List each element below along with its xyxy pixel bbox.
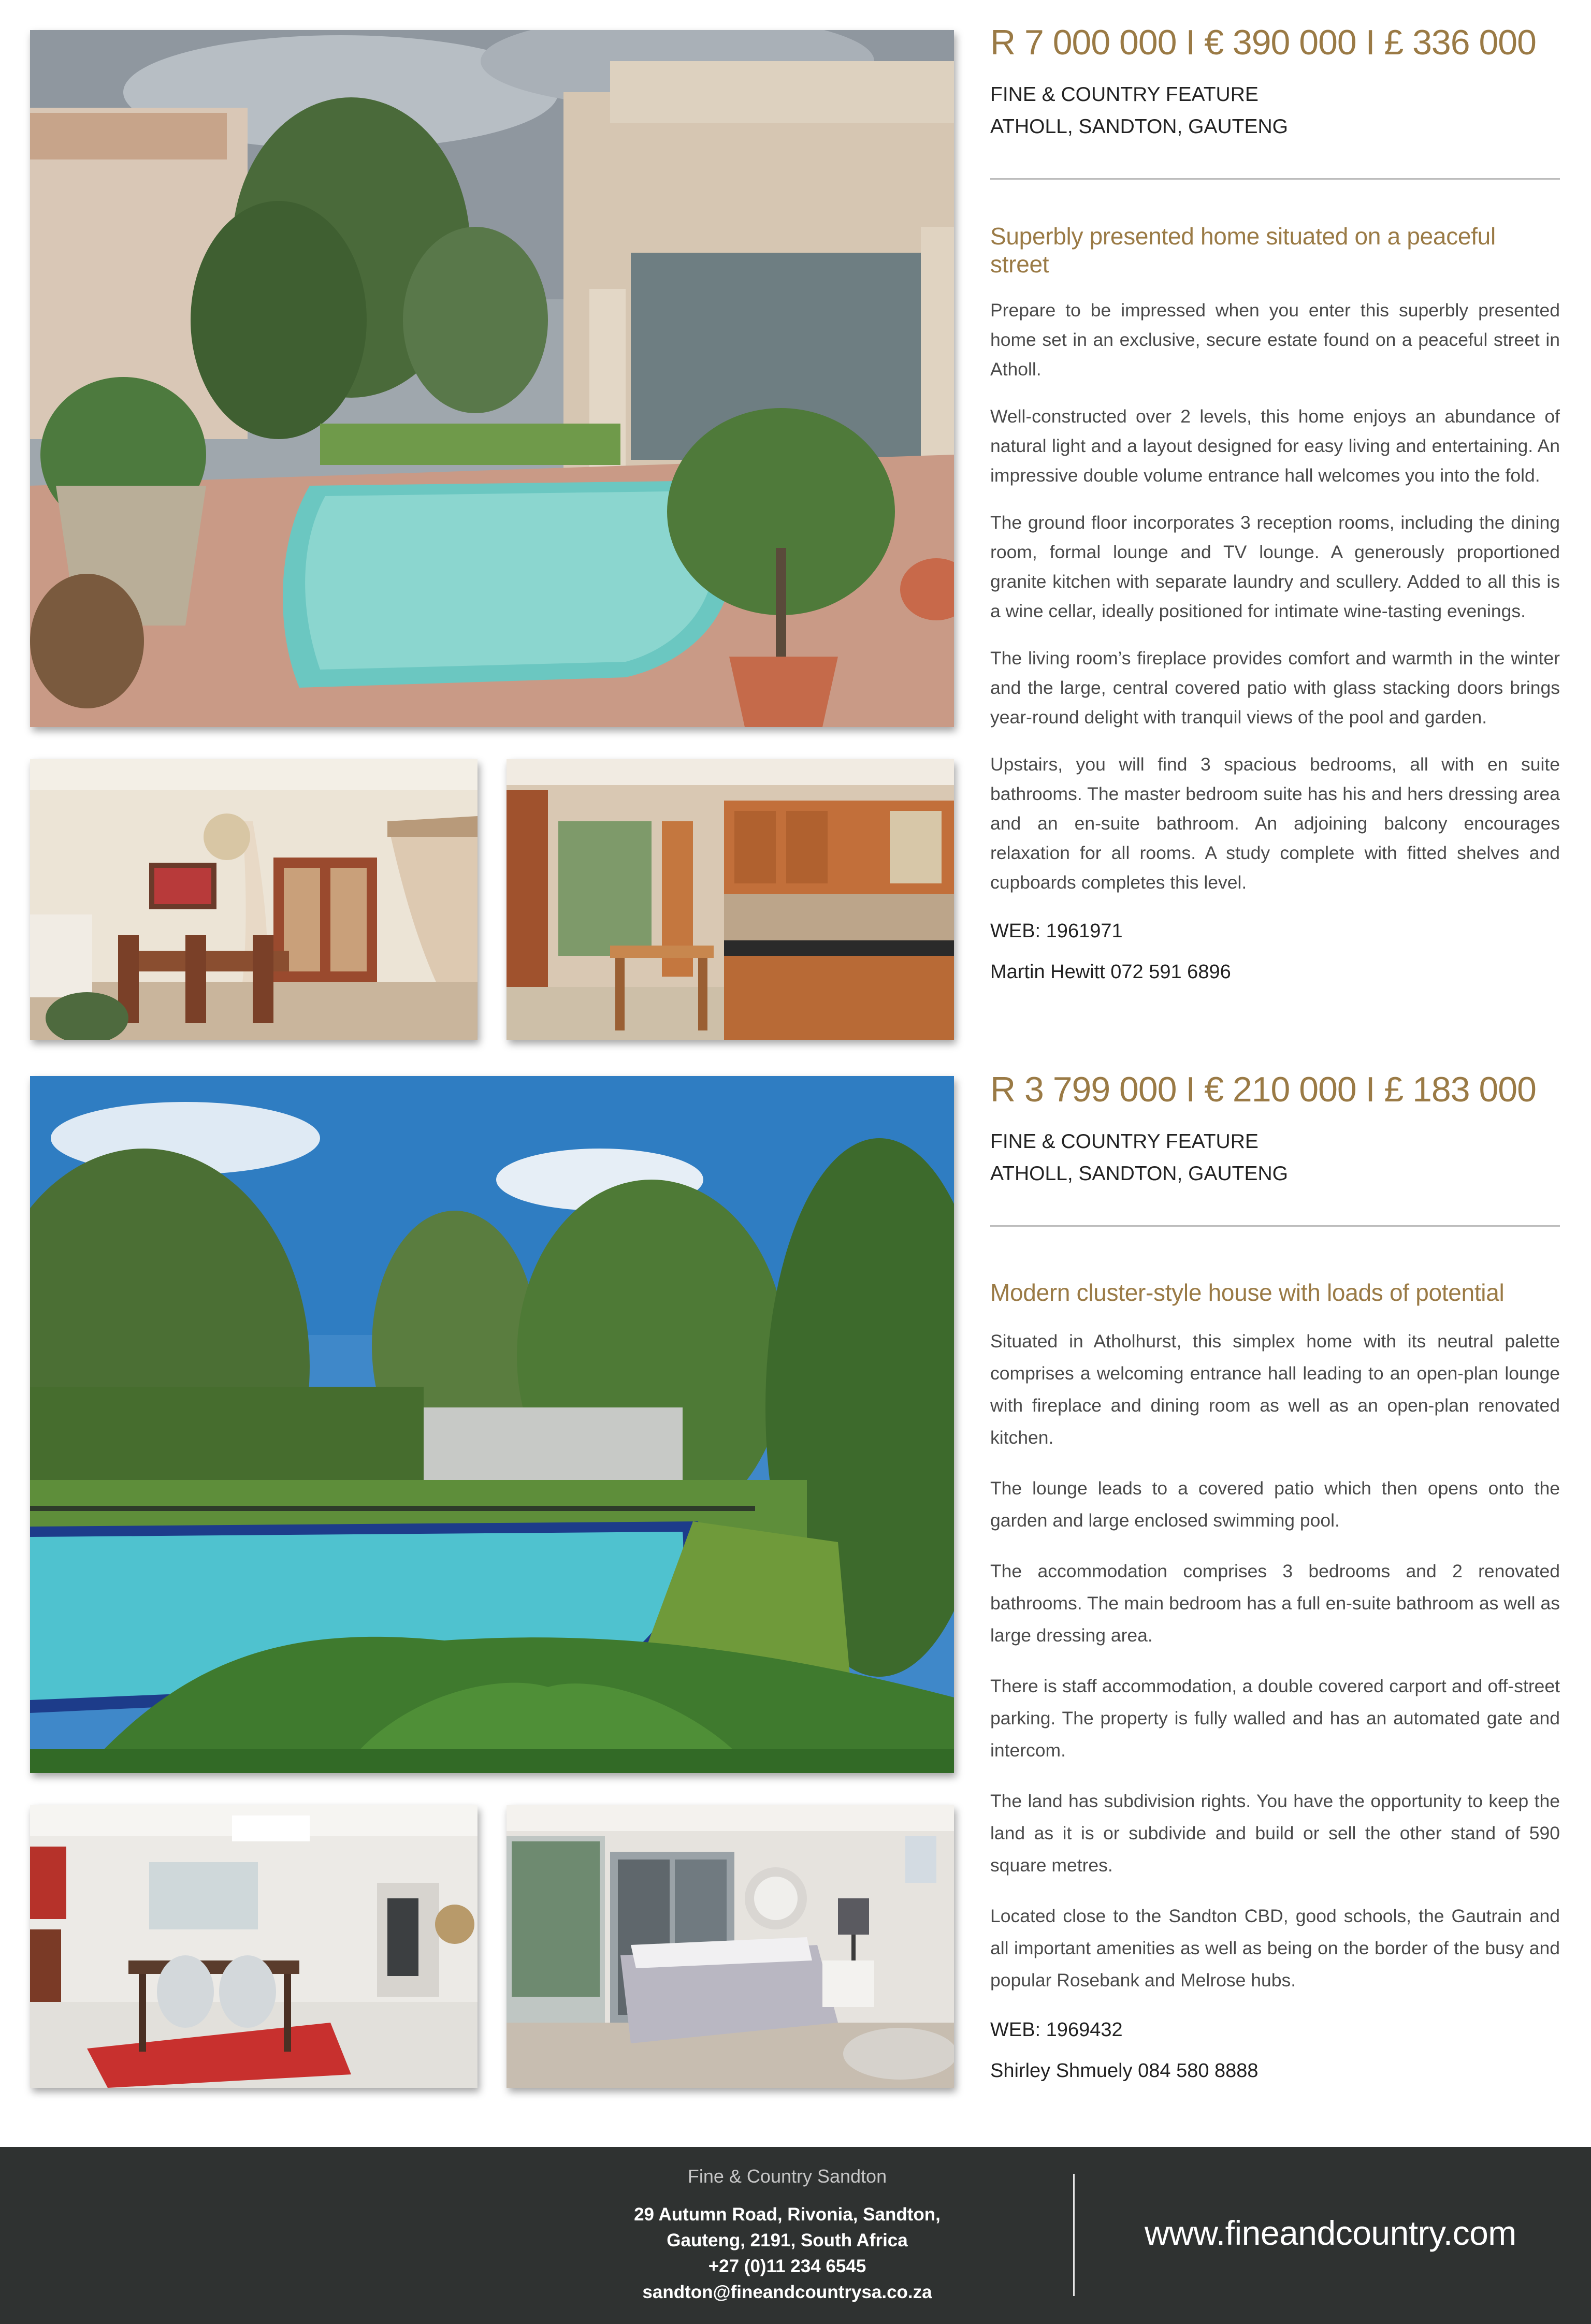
listing-2-paragraph: Situated in Atholhurst, this simplex home with its neutral palette comprises a welcoming entrance hall leading to an open-plan lounge with fireplace and dining room as well as an open-plan renovated kitchen. [990,1331,1560,1448]
listing-1-heading: Superbly presented home situated on a peaceful street [990,223,1496,278]
photo-open-plan-dining [30,1805,478,2088]
photo-dining-room [30,759,478,1040]
photo-garden-pool [30,1076,954,1773]
listing-1-paragraph: Well-constructed over 2 levels, this home enjoys an abundance of natural light and a layout designed for easy living and entertaining. An impressive double volume entrance hall welcomes you into the fold. [990,406,1560,486]
listing-2-paragraph: The lounge leads to a covered patio which then opens onto the garden and large enclosed swimming pool. [990,1478,1560,1531]
listing-1-price: R 7 000 000 I € 390 000 I £ 336 000 [990,23,1536,62]
listing-2-heading: Modern cluster-style house with loads of potential [990,1279,1505,1306]
listing-1-paragraph: Upstairs, you will find 3 spacious bedrooms, all with en suite bathrooms. The master bedroom suite has his and hers dressing area and an en-suite bathroom. An adjoining balcony encourages relaxation for all rooms. A study complete with fitted shelves and cupboards completes this level. [990,754,1560,893]
listing-2-web-ref: WEB: 1969432 [990,2019,1123,2041]
listing-2-feature: FINE & COUNTRY FEATURE [990,1130,1259,1153]
listing-2-paragraph: The land has subdivision rights. You have the opportunity to keep the land as it is or subdivide and build or sell the other stand of 590 square metres. [990,1791,1560,1876]
listing-2-feature-label [990,1126,1560,1190]
listing-2-location: ATHOLL, SANDTON, GAUTENG [990,1163,1288,1185]
listing-2-paragraph: The accommodation comprises 3 bedrooms and 2 renovated bathrooms. The main bedroom has a full en-suite bathroom as well as large dressing area. [990,1561,1560,1646]
listing-1-paragraph: Prepare to be impressed when you enter this superbly presented home set in an exclusive, secure estate found on a peaceful street in Atholl. [990,300,1560,380]
office-contact [570,2166,1005,2305]
listing-2-divider [990,1225,1560,1227]
listing-1-feature-label [990,79,1560,143]
listing-1-paragraph: The living room’s fireplace provides comfort and warmth in the winter and the large, central covered patio with glass stacking doors brings year-round delight with tranquil views of the pool and garden. [990,648,1560,728]
listing-2 [990,1072,1560,2082]
listing-2-agent: Shirley Shmuely 084 580 8888 [990,2060,1259,2082]
photo-bedroom [507,1805,954,2088]
listing-2-paragraph: Located close to the Sandton CBD, good schools, the Gautrain and all important amenities as well as being on the border of the busy and popular Rosebank and Melrose hubs. [990,1906,1560,1991]
office-name: Fine & Country Sandton [687,2166,887,2187]
office-email-link[interactable]: sandton@fineandcountrysa.co.za [642,2282,932,2302]
listing-1 [990,25,1560,983]
listing-1-divider [990,178,1560,180]
footer-divider [1073,2174,1075,2296]
website-link[interactable]: www.fineandcountry.com [1145,2214,1516,2252]
listing-2-price: R 3 799 000 I € 210 000 I £ 183 000 [990,1070,1536,1109]
listing-1-feature: FINE & COUNTRY FEATURE [990,83,1259,106]
photo-kitchen [507,759,954,1040]
office-address-line-1: 29 Autumn Road, Rivonia, Sandton, [634,2204,941,2225]
listing-2-paragraph: There is staff accommodation, a double covered carport and off-street parking. The property is fully walled and has an automated gate and intercom. [990,1676,1560,1761]
office-phone[interactable]: +27 (0)11 234 6545 [708,2256,866,2276]
photo-pool-courtyard [30,30,954,727]
listing-1-web-ref: WEB: 1961971 [990,920,1123,942]
listing-1-agent: Martin Hewitt 072 591 6896 [990,961,1231,983]
listing-1-paragraph: The ground floor incorporates 3 reception rooms, including the dining room, formal lounge and TV lounge. A generously proportioned granite kitchen with separate laundry and scullery. Added to all this is a wine cellar, ideally positioned for intimate wine-tasting evenings. [990,512,1560,621]
listing-1-location: ATHOLL, SANDTON, GAUTENG [990,115,1288,138]
footer [0,2147,1591,2324]
office-address-line-2: Gauteng, 2191, South Africa [667,2230,908,2250]
